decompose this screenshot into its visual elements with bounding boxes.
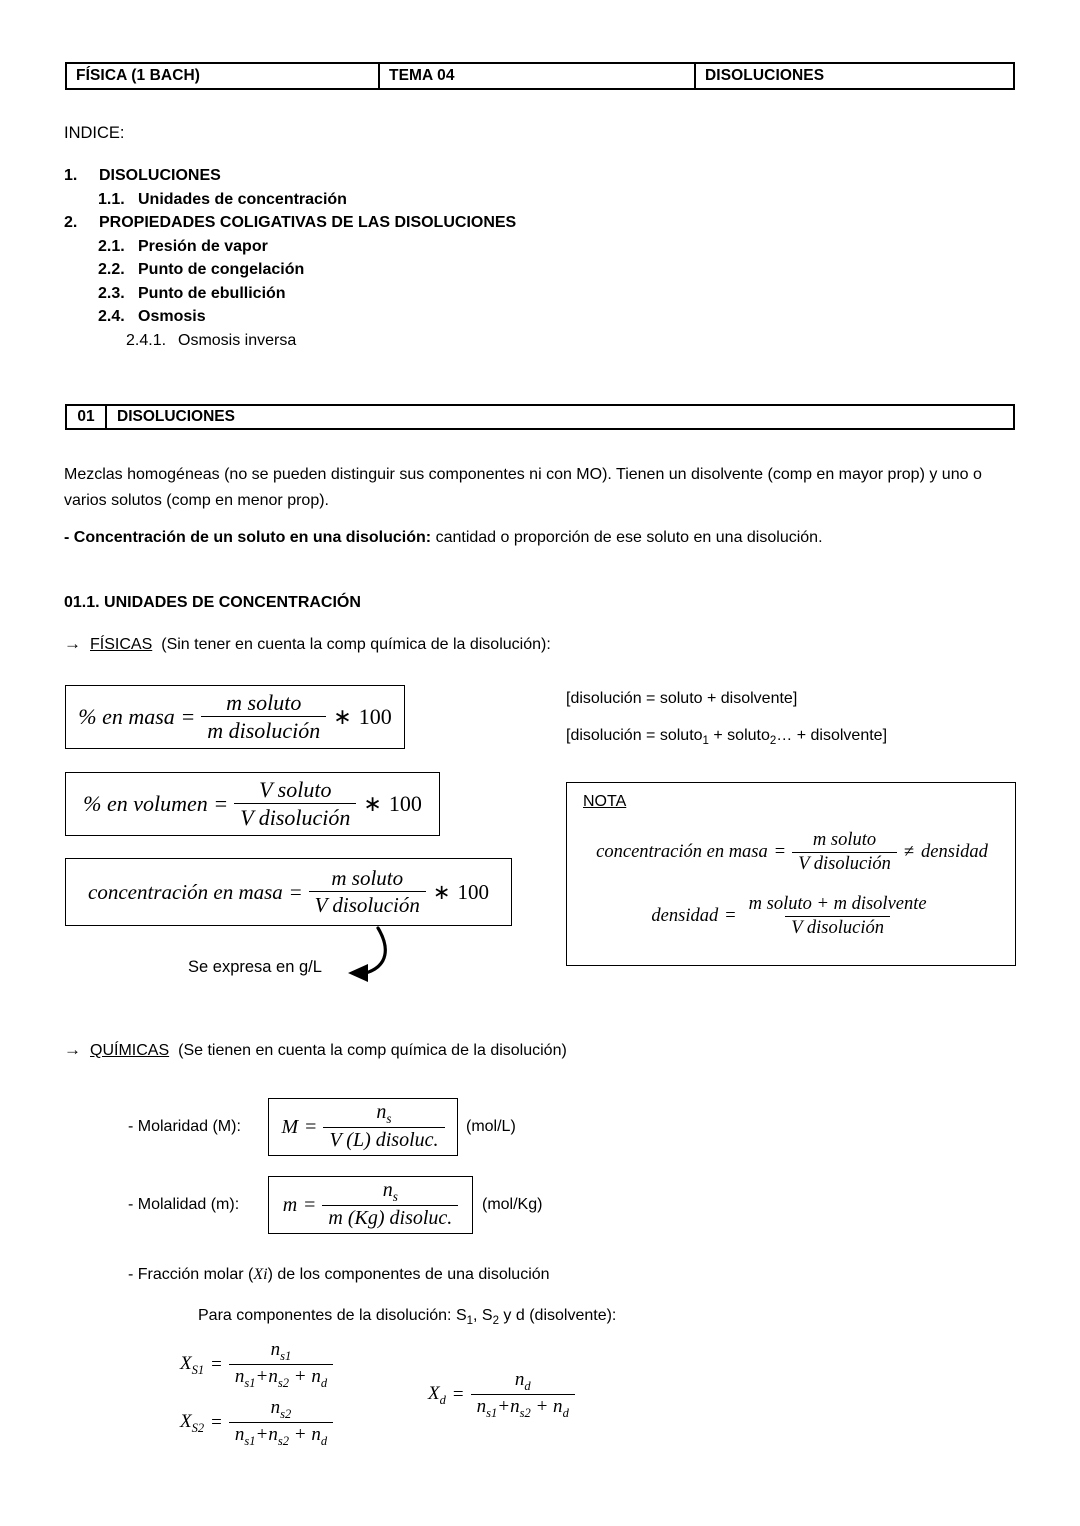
fisicas-label: FÍSICAS bbox=[90, 636, 153, 653]
numerator-subscript: d bbox=[524, 1378, 531, 1393]
fraction-denominator: V disolución bbox=[234, 803, 356, 830]
header-title: DISOLUCIONES bbox=[705, 67, 825, 84]
note-prefix: [disolución = soluto bbox=[566, 727, 703, 744]
formula-lhs: M bbox=[281, 1115, 299, 1138]
molalidad-label: - Molalidad (m): bbox=[128, 1196, 240, 1213]
note-middle: + soluto bbox=[708, 727, 770, 744]
equals-sign: = bbox=[452, 1384, 464, 1406]
equation-fraccion-molar-d bbox=[428, 1370, 575, 1421]
header-topic: TEMA 04 bbox=[380, 64, 696, 88]
fraction-numerator bbox=[377, 1180, 404, 1205]
equals-sign: = bbox=[214, 791, 228, 816]
equals-sign: = bbox=[289, 879, 302, 904]
fraction-numerator: V soluto bbox=[259, 777, 332, 803]
index-entry bbox=[98, 188, 944, 212]
equals-sign: = bbox=[725, 906, 736, 927]
componente-subscript-2: 2 bbox=[492, 1315, 499, 1328]
nota-box bbox=[566, 782, 1016, 966]
equation-fraccion-molar-s1 bbox=[180, 1340, 333, 1391]
equals-sign: = bbox=[774, 842, 786, 863]
equation-lhs bbox=[428, 1383, 446, 1408]
fraccion-molar-prefix: - Fracción molar ( bbox=[128, 1266, 254, 1283]
nota-equation-densidad bbox=[557, 895, 1027, 939]
numerator-subscript: s1 bbox=[280, 1348, 292, 1363]
fraction-numerator: m soluto bbox=[812, 830, 877, 850]
numerator-base: n bbox=[514, 1369, 525, 1390]
index-entry-text: Osmosis inversa bbox=[178, 331, 297, 349]
nota-eq1-lhs: concentración en masa bbox=[596, 842, 768, 863]
formula-molalidad bbox=[283, 1180, 459, 1230]
formula-box-porcentaje-masa bbox=[65, 685, 405, 749]
arrow-right-icon: → bbox=[64, 634, 81, 653]
header-subject: FÍSICA (1 BACH) bbox=[67, 64, 380, 88]
note-disolucion-simple: [disolución = soluto + disolvente] bbox=[566, 690, 798, 707]
fraccion-molar-symbol: Xi bbox=[253, 1266, 268, 1283]
quimicas-label: QUÍMICAS bbox=[90, 1042, 170, 1059]
equals-sign: = bbox=[305, 1115, 317, 1138]
index-entry-number: 2.2. bbox=[98, 261, 125, 278]
concentracion-definition bbox=[64, 525, 1002, 551]
equals-sign: = bbox=[211, 1354, 222, 1376]
index-entry-text: Unidades de concentración bbox=[138, 190, 347, 208]
note-subscript-2: 2 bbox=[769, 735, 777, 748]
fraction-denominator: V disolución bbox=[309, 891, 426, 917]
index-entry-number: 1. bbox=[64, 167, 78, 184]
index-entry-text: Presión de vapor bbox=[138, 237, 268, 255]
formula-porcentaje-volumen bbox=[83, 778, 422, 830]
formula-concentracion-masa bbox=[88, 867, 489, 916]
formula-lhs: % en volumen bbox=[83, 791, 208, 816]
formula-box-porcentaje-volumen bbox=[65, 772, 440, 836]
fraction-denominator: m disolución bbox=[201, 716, 326, 743]
fraction-denominator: V disolución bbox=[792, 852, 897, 875]
molaridad-unit: (mol/L) bbox=[466, 1118, 516, 1135]
concentracion-description: cantidad o proporción de ese soluto en una disolución. bbox=[431, 529, 823, 546]
fraction-numerator bbox=[509, 1370, 537, 1394]
note-suffix: … + disolvente] bbox=[776, 727, 888, 744]
numerator-subscript: s bbox=[386, 1111, 392, 1127]
note-disolucion-multiple bbox=[566, 727, 887, 747]
quimicas-bullet bbox=[64, 1040, 567, 1060]
lhs-subscript: S1 bbox=[191, 1362, 205, 1377]
subsection-heading: 01.1. UNIDADES DE CONCENTRACIÓN bbox=[64, 594, 361, 611]
index-entry-text: Punto de congelación bbox=[138, 261, 305, 278]
index-entry-text: Osmosis bbox=[138, 308, 206, 325]
fraction-denominator: $n_{s1}+n_{s2} + n_d$ bbox=[229, 1422, 333, 1448]
fraction-denominator: $n_{s1}+n_{s2} + n_d$ bbox=[229, 1364, 333, 1390]
index-entry-number: 2.1. bbox=[98, 237, 125, 255]
numerator-base: n bbox=[270, 1339, 281, 1360]
fraction-numerator: m soluto + m disolvente bbox=[748, 894, 927, 914]
numerator-base: n bbox=[270, 1397, 281, 1418]
numerator-base: n bbox=[382, 1179, 393, 1202]
fraction bbox=[471, 1370, 575, 1421]
equation-fraccion-molar-s2 bbox=[180, 1398, 333, 1449]
fraction-numerator bbox=[265, 1340, 298, 1364]
lhs-subscript: S2 bbox=[191, 1420, 205, 1435]
fraction-denominator: m (Kg) disoluc. bbox=[322, 1205, 458, 1230]
para-componentes-line bbox=[198, 1307, 616, 1327]
index-label: INDICE: bbox=[64, 124, 125, 142]
fraction bbox=[229, 1398, 333, 1449]
index-entry bbox=[126, 329, 944, 353]
nota-equation-concentracion bbox=[557, 831, 1027, 875]
quimicas-description: (Se tienen en cuenta la comp química de la disolución) bbox=[178, 1042, 567, 1059]
formula-factor: 100 bbox=[457, 879, 489, 904]
fisicas-bullet bbox=[64, 634, 551, 654]
arrow-right-icon: → bbox=[64, 1040, 81, 1059]
nota-eq2-lhs: densidad bbox=[651, 906, 719, 927]
componente-subscript-1: 1 bbox=[466, 1315, 474, 1328]
index-entry-text: DISOLUCIONES bbox=[99, 167, 221, 184]
fraction-denominator: V disolución bbox=[785, 916, 890, 939]
para-componentes-prefix: Para componentes de la disolución: S bbox=[198, 1307, 467, 1324]
note-subscript-1: 1 bbox=[702, 735, 709, 748]
section-header-bar bbox=[65, 404, 1015, 430]
not-equal-sign: ≠ bbox=[903, 842, 915, 863]
fraction-numerator bbox=[370, 1102, 397, 1127]
multiply-sign: ∗ bbox=[432, 879, 451, 904]
fraction-numerator: m soluto bbox=[331, 866, 404, 891]
se-expresa-caption: Se expresa en g/L bbox=[188, 958, 322, 976]
curved-arrow-icon bbox=[320, 926, 400, 992]
fraccion-molar-suffix: ) de los componentes de una disolución bbox=[267, 1266, 550, 1283]
fisicas-description: (Sin tener en cuenta la comp química de la disolución): bbox=[161, 636, 551, 653]
formula-molaridad bbox=[281, 1102, 444, 1152]
index-list bbox=[64, 164, 944, 352]
fraction bbox=[322, 1180, 458, 1230]
molaridad-label: - Molaridad (M): bbox=[128, 1118, 241, 1135]
nota-title: NOTA bbox=[583, 793, 627, 810]
section-number: 01 bbox=[67, 406, 107, 428]
equals-sign: = bbox=[181, 704, 195, 729]
fraction bbox=[323, 1102, 444, 1152]
index-entry bbox=[64, 164, 944, 188]
formula-porcentaje-masa bbox=[78, 691, 391, 743]
fraction-denominator: $n_{s1}+n_{s2} + n_d$ bbox=[471, 1394, 575, 1420]
multiply-sign: ∗ bbox=[363, 791, 382, 816]
equals-sign: = bbox=[304, 1193, 316, 1216]
numerator-subscript: s bbox=[392, 1189, 398, 1205]
equation-lhs bbox=[180, 1411, 204, 1436]
lhs-base: X bbox=[428, 1382, 440, 1404]
fraction bbox=[229, 1340, 333, 1391]
fraction bbox=[201, 691, 326, 743]
formula-factor: 100 bbox=[388, 791, 422, 816]
equation-lhs bbox=[180, 1353, 204, 1378]
index-entry-number: 2.4.1. bbox=[126, 331, 167, 349]
numerator-subscript: s2 bbox=[280, 1406, 292, 1421]
index-entry-text: Punto de ebullición bbox=[138, 284, 286, 302]
equals-sign: = bbox=[211, 1412, 222, 1434]
fraction bbox=[792, 831, 897, 875]
index-entry-number: 2. bbox=[64, 214, 78, 231]
formula-lhs: concentración en masa bbox=[88, 879, 283, 904]
fraction-numerator: m soluto bbox=[226, 690, 302, 716]
document-header-table bbox=[65, 62, 1015, 90]
para-componentes-middle: , S bbox=[473, 1307, 493, 1324]
fraction bbox=[743, 895, 933, 939]
lhs-base: X bbox=[180, 1410, 192, 1432]
molalidad-unit: (mol/Kg) bbox=[482, 1196, 543, 1213]
index-entry bbox=[64, 211, 944, 235]
multiply-sign: ∗ bbox=[333, 704, 352, 729]
concentracion-term: - Concentración de un soluto en una disolución: bbox=[64, 529, 432, 546]
fraction-denominator: V (L) disoluc. bbox=[323, 1127, 444, 1152]
formula-box-concentracion-masa bbox=[65, 858, 512, 926]
intro-paragraph: Mezclas homogéneas (no se pueden distinguir sus componentes ni con MO). Tienen un disolvente (comp en mayor prop) y uno o varios solutos (comp en menor prop). bbox=[64, 466, 982, 509]
section-title: DISOLUCIONES bbox=[117, 408, 235, 425]
lhs-subscript: d bbox=[439, 1392, 446, 1407]
formula-box-molaridad bbox=[268, 1098, 458, 1156]
lhs-base: X bbox=[180, 1352, 192, 1374]
para-componentes-suffix: y d (disolvente): bbox=[498, 1307, 617, 1324]
formula-lhs: % en masa bbox=[78, 704, 175, 729]
formula-factor: 100 bbox=[358, 704, 392, 729]
index-entry bbox=[98, 305, 944, 329]
index-entry bbox=[98, 235, 944, 259]
index-entry-text: PROPIEDADES COLIGATIVAS DE LAS DISOLUCIONES bbox=[99, 214, 517, 231]
fraction bbox=[234, 778, 356, 830]
index-entry-number: 2.3. bbox=[98, 284, 125, 302]
fraction-numerator bbox=[265, 1398, 298, 1422]
index-entry-number: 2.4. bbox=[98, 308, 125, 325]
formula-lhs: m bbox=[282, 1193, 298, 1216]
index-entry bbox=[98, 282, 944, 306]
nota-eq1-rhs: densidad bbox=[921, 842, 988, 863]
index-entry bbox=[98, 258, 944, 282]
fraction bbox=[309, 867, 426, 916]
formula-box-molalidad bbox=[268, 1176, 473, 1234]
index-entry-number: 1.1. bbox=[98, 190, 125, 208]
numerator-base: n bbox=[376, 1101, 387, 1124]
fraccion-molar-line bbox=[128, 1266, 550, 1284]
